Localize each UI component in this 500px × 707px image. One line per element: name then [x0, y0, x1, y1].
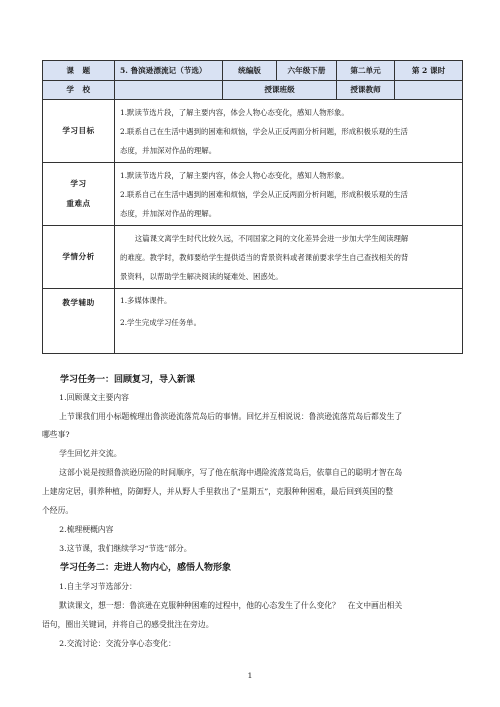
- aids-row: [43, 289, 463, 354]
- analysis-label: 学情分析: [43, 226, 115, 289]
- edition-cell: 统编版: [223, 61, 277, 81]
- task1-paragraph: 学生回忆并交流。: [59, 449, 122, 458]
- task1-heading: 学习任务一：回顾复习，导入新课: [60, 375, 196, 385]
- lesson-plan-table: [42, 60, 463, 354]
- school-label: 学 校: [43, 81, 115, 100]
- aids-line: 2.学生完成学习任务单。: [120, 318, 201, 327]
- task2-step2: 2.交流讨论：交流分享心态变化：: [59, 639, 176, 648]
- key-line: 2.联系自己在生活中遇到的困难和烦恼，学会从正反两面分析问题，形成积极乐观的生活: [120, 189, 408, 199]
- task2-paragraph: 语句，圈出关键词，并将自己的感受批注在旁边。: [42, 620, 214, 629]
- school-row: [43, 81, 463, 100]
- goals-label: 学习目标: [43, 100, 115, 163]
- task1-paragraph: 上建房定居，驯养种植，防御野人，并从野人手里救出了“星期五”，克服种种困难，最后回到英国的整: [42, 487, 394, 496]
- key-points-label-1: 学习: [70, 179, 87, 188]
- analysis-content: [115, 226, 463, 289]
- period-cell: 第 2 课时: [395, 61, 463, 81]
- task2-heading: 学习任务二：走进人物内心，感悟人物形象: [60, 563, 232, 573]
- task2-paragraph: 默读课文，想一想：鲁滨逊在克服种种困难的过程中，他的心态发生了什么变化？ 在文中画出相关: [59, 601, 403, 610]
- key-points-row: [43, 163, 463, 226]
- task1-paragraph: 这部小说是按照鲁滨逊历险的时间顺序，写了他在航海中遇险流落荒岛后，依靠自己的聪明才智在岛: [59, 468, 403, 477]
- course-label: 课 题: [43, 61, 115, 81]
- analysis-line: 这篇课文离学生时代比较久远，不同国家之间的文化差异会进一步加大学生阅读理解: [134, 233, 409, 243]
- task1-paragraph: 上节课我们用小标题梳理出鲁滨逊流落荒岛后的事情。回忆并互相说说：鲁滨逊流落荒岛后都发生了: [59, 412, 403, 421]
- goals-line: 1.默读节选片段，了解主要内容，体会人物心态变化，感知人物形象。: [120, 107, 349, 117]
- task2-step1: 1.自主学习节选部分：: [59, 582, 137, 591]
- key-line: 1.默读节选片段，了解主要内容，体会人物心态变化，感知人物形象。: [120, 170, 349, 180]
- page-number: 1: [247, 671, 253, 680]
- aids-content: [115, 289, 463, 354]
- analysis-line: 的难度。教学时，教师要给学生提供适当的背景资料或者课前要求学生自己查找相关的背: [120, 252, 409, 262]
- teacher-label: 授课教师: [337, 81, 395, 100]
- aids-line: 1.多媒体课件。: [120, 296, 172, 305]
- goals-row: [43, 100, 463, 163]
- lesson-title: 5. 鲁滨逊漂流记（节选）: [115, 61, 223, 81]
- class-label: 授课班级: [223, 81, 337, 100]
- task1-step3: 3.这节课，我们继续学习“节选”部分。: [59, 544, 192, 553]
- task1-paragraph: 哪些事?: [42, 430, 70, 439]
- goals-line: 2.联系自己在生活中遇到的困难和烦恼，学会从正反两面分析问题，形成积极乐观的生活: [120, 126, 408, 136]
- key-points-label: [43, 163, 115, 226]
- analysis-line: 景资料，以帮助学生解决阅读的疑难处、困惑处。: [120, 271, 283, 281]
- school-value: [115, 81, 223, 100]
- task1-paragraph: 个经历。: [42, 506, 74, 515]
- goals-content: [115, 100, 463, 163]
- task1-step1: 1.回顾课文主要内容: [59, 393, 129, 402]
- key-line: 态度，并加深对作品的理解。: [120, 208, 217, 218]
- task1-step2: 2.梳理梗概内容: [59, 525, 114, 534]
- grade-cell: 六年级下册: [277, 61, 337, 81]
- key-points-label-2: 重难点: [66, 199, 91, 208]
- teacher-value: [395, 81, 463, 100]
- analysis-row: [43, 226, 463, 289]
- header-row: [43, 61, 463, 81]
- aids-label: 教学辅助: [43, 289, 115, 354]
- unit-cell: 第二单元: [337, 61, 395, 81]
- key-points-content: [115, 163, 463, 226]
- goals-line: 态度，并加深对作品的理解。: [120, 145, 217, 155]
